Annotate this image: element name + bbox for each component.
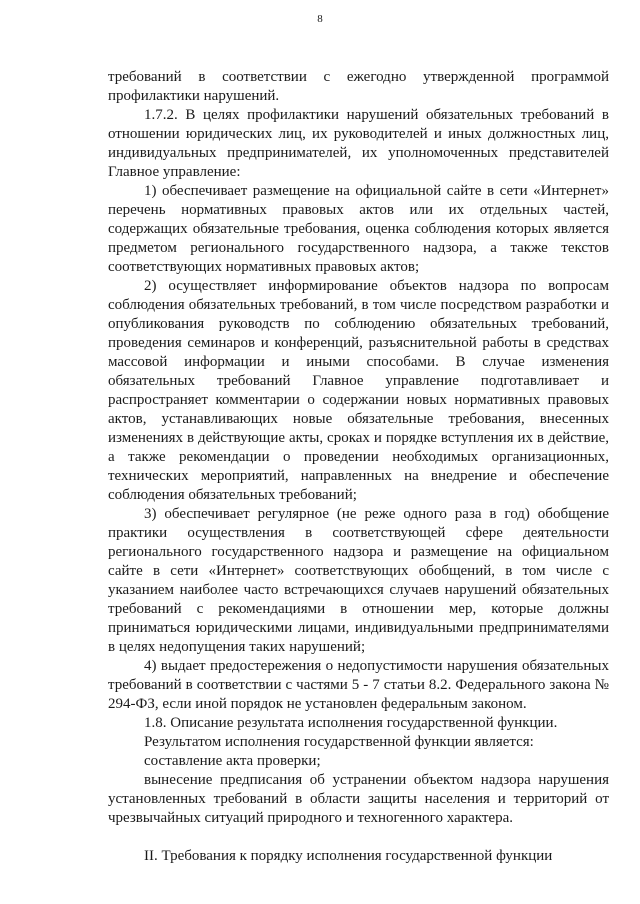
paragraph-result-item-2: вынесение предписания об устранении объектом надзора нарушения установленных требований в области защиты населения и территорий от чрезвычайных ситуаций природного и техногенного характера.: [108, 772, 609, 826]
paragraph-item-3: 3) обеспечивает регулярное (не реже одного раза в год) обобщение практики осуществления в соответствующей сфере деятельности регионального государственного надзора и размещение на официальном сайте в сети «Интернет» соответствующих обобщений, в том числе с указанием наиболее часто встречающихся случаев нарушений обязательных требований с рекомендациями в отношении мер, которые должны приниматься юридическими лицами, индивидуальными предпринимателями в целях недопущения таких нарушений;: [108, 506, 609, 655]
document-body: [108, 68, 609, 866]
paragraph-item-2: 2) осуществляет информирование объектов надзора по вопросам соблюдения обязательных требований, в том числе посредством разработки и опубликования руководств по соблюдению обязательных требований, проведения семинаров и конференций, разъяснительной работы в средствах массовой информации и иными способами. В случае изменения обязательных требований Главное управление подготавливает и распространяет комментарии о содержании новых нормативных правовых актов, устанавливающих новые обязательные требования, внесенных изменениях в действующие акты, сроках и порядке вступления их в действие, а также рекомендации о проведении необходимых организационных, технических мероприятий, направленных на внедрение и обеспечение соблюдения обязательных требований;: [108, 278, 609, 503]
page-number: 8: [317, 13, 323, 25]
paragraph-1-7-2: 1.7.2. В целях профилактики нарушений обязательных требований в отношении юридических лиц, их руководителей и иных должностных лиц, индивидуальных предпринимателей, их уполномоченных представителей Главное управление:: [108, 107, 609, 180]
paragraph-item-1: 1) обеспечивает размещение на официальной сайте в сети «Интернет» перечень нормативных правовых актов или их отдельных частей, содержащих обязательные требования, оценка соблюдения которых является предметом регионального государственного надзора, а также текстов соответствующих нормативных правовых актов;: [108, 183, 609, 275]
paragraph-result: Результатом исполнения государственной функции является:: [144, 734, 534, 750]
paragraph-result-item-1: составление акта проверки;: [144, 753, 321, 769]
paragraph-item-4: 4) выдает предостережения о недопустимости нарушения обязательных требований в соответствии с частями 5 - 7 статьи 8.2. Федерального закона № 294-ФЗ, если иной порядок не установлен федеральным законом.: [108, 658, 609, 712]
paragraph-continuation: требований в соответствии с ежегодно утвержденной программой профилактики нарушений.: [108, 69, 609, 104]
paragraph-1-8: 1.8. Описание результата исполнения государственной функции.: [144, 715, 558, 731]
section-heading: II. Требования к порядку исполнения государственной функции: [144, 848, 553, 864]
